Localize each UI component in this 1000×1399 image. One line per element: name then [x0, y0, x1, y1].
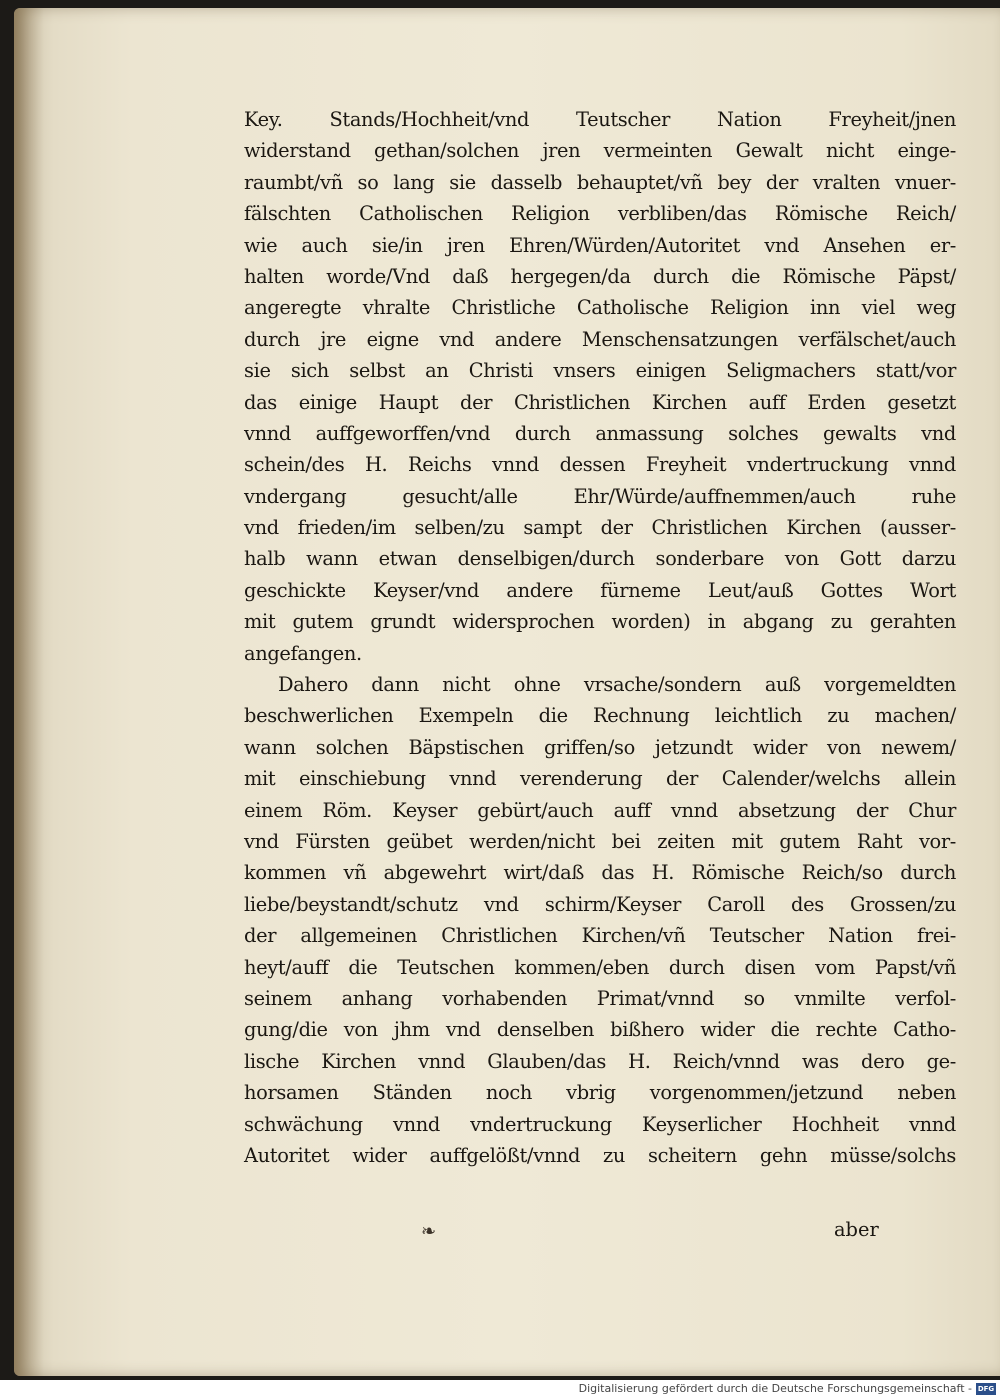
funding-credit: Digitalisierung gefördert durch die Deutsche Forschungsgemeinschaft - — [578, 1382, 972, 1395]
text-line: angeregte vhralte Christliche Catholische Religion inn viel weg — [244, 296, 956, 320]
text-line: seinem anhang vorhabenden Primat/vnnd so vnmilte verfol- — [244, 986, 956, 1010]
text-line: durch jre eigne vnd andere Menschensatzungen verfälschet/auch — [244, 327, 956, 351]
text-line: halten worde/Vnd daß hergegen/da durch die Römische Päpst/ — [244, 264, 956, 288]
text-line: schwächung vnnd vndertruckung Keyserlicher Hochheit vnnd — [244, 1112, 956, 1136]
text-line: wie auch sie/in jren Ehren/Würden/Autoritet vnd Ansehen er- — [244, 233, 956, 257]
text-line: vndergang gesucht/alle Ehr/Würde/auffnemmen/auch ruhe — [244, 484, 956, 508]
text-line: raumbt/vñ so lang sie dasselb behauptet/vñ bey der vralten vnuer- — [244, 170, 956, 194]
text-line: geschickte Keyser/vnd andere fürneme Leut/auß Gottes Wort — [244, 578, 956, 602]
catchword: aber — [834, 1218, 879, 1241]
text-line: sie sich selbst an Christi vnsers einigen Seligmachers statt/vor — [244, 359, 956, 383]
text-line: vnd Fürsten geübet werden/nicht bei zeiten mit gutem Raht vor- — [244, 829, 956, 853]
text-line: kommen vñ abgewehrt wirt/daß das H. Römische Reich/so durch — [244, 861, 956, 885]
text-line: vnnd auffgeworffen/vnd durch anmassung solches gewalts vnd — [244, 421, 956, 445]
text-line: schein/des H. Reichs vnnd dessen Freyheit vndertruckung vnnd — [244, 453, 956, 477]
body-text — [244, 104, 956, 1171]
text-line: das einige Haupt der Christlichen Kirchen auff Erden gesetzt — [244, 390, 956, 414]
text-line: heyt/auff die Teutschen kommen/eben durch disen vom Papst/vñ — [244, 955, 956, 979]
footer-bar — [0, 1380, 1000, 1399]
text-line: halb wann etwan denselbigen/durch sonderbare von Gott darzu — [244, 547, 956, 571]
text-line: gung/die von jhm vnd denselben bißhero wider die rechte Catho- — [244, 1018, 956, 1042]
text-line: Key. Stands/Hochheit/vnd Teutscher Nation Freyheit/jnen — [244, 108, 956, 131]
text-line: angefangen. — [244, 641, 362, 665]
text-line: beschwerlichen Exempeln die Rechnung leichtlich zu machen/ — [244, 704, 956, 728]
dfg-logo: DFG — [977, 1385, 995, 1393]
page-binding-shadow — [14, 8, 44, 1376]
text-line: vnd frieden/im selben/zu sampt der Christlichen Kirchen (ausser- — [244, 516, 956, 540]
text-line: Autoritet wider auffgelößt/vnnd zu scheitern gehn müsse/solchs — [244, 1143, 956, 1167]
text-line: wann solchen Bäpstischen griffen/so jetzundt wider von newem/ — [244, 735, 956, 759]
text-line: fälschten Catholischen Religion verbliben/das Römische Reich/ — [244, 202, 956, 226]
text-line: widerstand gethan/solchen jren vermeinten Gewalt nicht einge- — [244, 139, 956, 163]
text-line: mit einschiebung vnnd verenderung der Calender/welchs allein — [244, 767, 956, 791]
text-line: lische Kirchen vnnd Glauben/das H. Reich/vnnd was dero ge- — [244, 1049, 956, 1073]
text-line: Dahero dann nicht ohne vrsache/sondern auß vorgemeldten — [278, 673, 956, 697]
text-line: der allgemeinen Christlichen Kirchen/vñ Teutscher Nation frei- — [244, 924, 956, 948]
text-line: liebe/beystandt/schutz vnd schirm/Keyser Caroll des Grossen/zu — [244, 892, 956, 916]
text-line: mit gutem grundt widersprochen worden) in abgang zu gerahten — [244, 610, 956, 634]
printer-ornament: ❧ — [421, 1221, 437, 1242]
text-line: horsamen Ständen noch vbrig vorgenommen/jetzund neben — [244, 1081, 956, 1105]
text-line: einem Röm. Keyser gebürt/auch auff vnnd absetzung der Chur — [244, 798, 956, 822]
